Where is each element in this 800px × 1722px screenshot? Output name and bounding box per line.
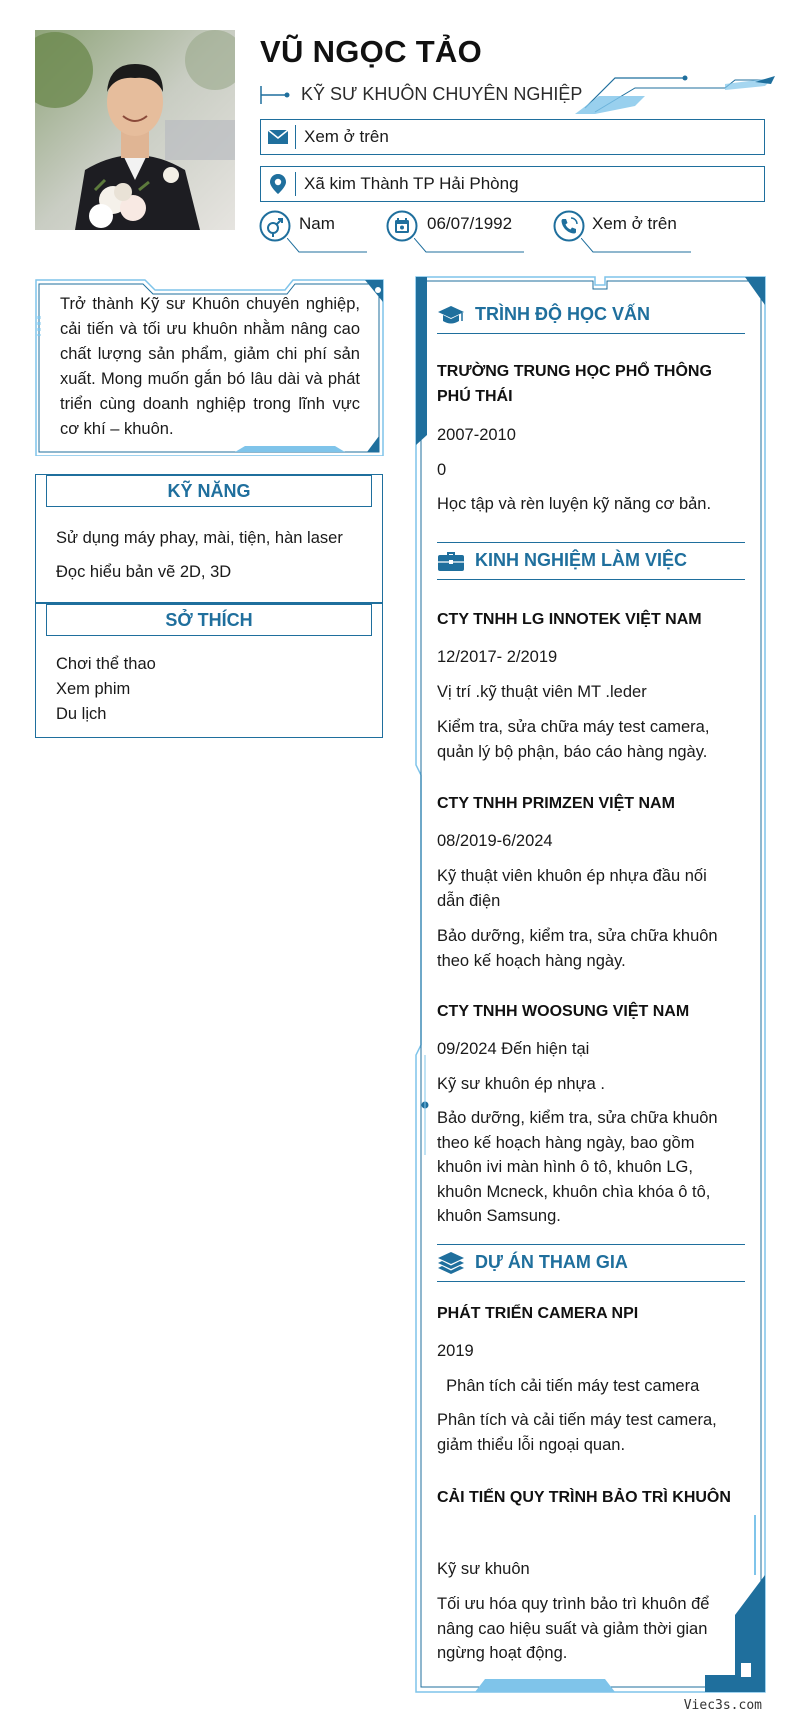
experience-section-header (437, 542, 745, 580)
job-description: Bảo dưỡng, kiểm tra, sửa chữa khuôn theo kế hoạch hàng ngày, bao gồm khuôn ivi màn hình ô tô, khuôn LG, khuôn Mcneck, khuôn chìa khóa ô tô, khuôn Samsung. (437, 1109, 718, 1225)
job-description: Kiểm tra, sửa chữa máy test camera, quản lý bộ phận, báo cáo hàng ngày. (437, 718, 710, 761)
candidate-name: VŨ NGỌC TẢO (260, 34, 483, 69)
job-position: Vị trí .kỹ thuật viên MT .leder (437, 683, 647, 701)
hobbies-heading: SỞ THÍCH (46, 604, 372, 636)
envelope-icon (261, 120, 295, 154)
education-score: 0 (437, 461, 447, 479)
job-period: 08/2019-6/2024 (437, 832, 553, 850)
job-period: 12/2017- 2/2019 (437, 648, 558, 666)
footer-watermark: Viec3s.com (683, 1698, 762, 1713)
project-year: 2019 (437, 1342, 474, 1360)
hobby-item: Xem phim (56, 680, 131, 698)
education-years: 2007-2010 (437, 426, 516, 444)
job-position: Kỹ sư khuôn ép nhựa . (437, 1075, 605, 1093)
project-description: Phân tích và cải tiến máy test camera, giảm thiểu lỗi ngoại quan. (437, 1411, 717, 1454)
job-company: CTY TNHH PRIMZEN VIỆT NAM (437, 795, 675, 812)
career-objective: Trở thành Kỹ sư Khuôn chuyên nghiệp, cải tiến và tối ưu khuôn nhằm nâng cao chất lượng sản phẩm, giảm chi phí sản xuất. Mong muốn gắn bó lâu dài và phát triển cùng doanh nghiệp trong lĩnh vực cơ khí – khuôn. (60, 295, 360, 438)
email-field (260, 119, 765, 155)
skill-item: Đọc hiểu bản vẽ 2D, 3D (56, 563, 232, 581)
birthday-text: 06/07/1992 (427, 214, 513, 233)
layers-icon (437, 1251, 465, 1275)
job-position: Kỹ thuật viên khuôn ép nhựa đầu nối dẫn điện (437, 867, 707, 910)
project-role: Phân tích cải tiến máy test camera (437, 1377, 700, 1395)
project-description: Tối ưu hóa quy trình bảo trì khuôn để nâng cao hiệu suất và giảm thời gian ngừng hoạt động. (437, 1595, 710, 1662)
education-section-header (437, 296, 745, 334)
skills-hobbies-box (35, 474, 383, 738)
job-company: CTY TNHH WOOSUNG VIỆT NAM (437, 1003, 690, 1020)
right-column-frame (415, 275, 767, 1693)
address-field (260, 166, 765, 202)
address-text: Xã kim Thành TP Hải Phòng (304, 174, 519, 193)
gender-text: Nam (299, 214, 335, 233)
projects-title: DỰ ÁN THAM GIA (475, 1252, 628, 1272)
job-company: CTY TNHH LG INNOTEK VIỆT NAM (437, 611, 702, 628)
email-text: Xem ở trên (304, 127, 389, 146)
profile-photo (35, 30, 235, 230)
phone-text: Xem ở trên (592, 214, 677, 233)
project-role: Kỹ sư khuôn (437, 1560, 530, 1578)
skill-item: Sử dụng máy phay, mài, tiện, hàn laser (56, 529, 343, 547)
project-name: PHÁT TRIỂN CAMERA NPI (437, 1305, 639, 1322)
location-pin-icon (261, 167, 295, 201)
job-period: 09/2024 Đến hiện tại (437, 1040, 590, 1058)
briefcase-icon (437, 549, 465, 573)
gender-item (259, 210, 369, 254)
school-name: TRƯỜNG TRUNG HỌC PHỔ THÔNG PHÚ THÁI (437, 363, 712, 405)
job-description: Bảo dưỡng, kiểm tra, sửa chữa khuôn theo kế hoạch hàng ngày. (437, 927, 718, 970)
job-title: KỸ SƯ KHUÔN CHUYÊN NGHIỆP (301, 84, 583, 104)
projects-section-header (437, 1244, 745, 1282)
hobby-item: Chơi thể thao (56, 655, 156, 673)
experience-title: KINH NGHIỆM LÀM VIỆC (475, 550, 688, 570)
title-line-decoration (260, 82, 290, 108)
graduation-cap-icon (437, 303, 465, 327)
skills-heading: KỸ NĂNG (46, 475, 372, 507)
education-title: TRÌNH ĐỘ HỌC VẤN (475, 304, 650, 324)
birthday-item (386, 210, 516, 254)
phone-item (553, 210, 693, 254)
hobby-item: Du lịch (56, 705, 107, 723)
project-name: CẢI TIẾN QUY TRÌNH BẢO TRÌ KHUÔN (437, 1489, 731, 1506)
education-description: Học tập và rèn luyện kỹ năng cơ bản. (437, 495, 712, 513)
circuit-decoration (575, 72, 775, 114)
